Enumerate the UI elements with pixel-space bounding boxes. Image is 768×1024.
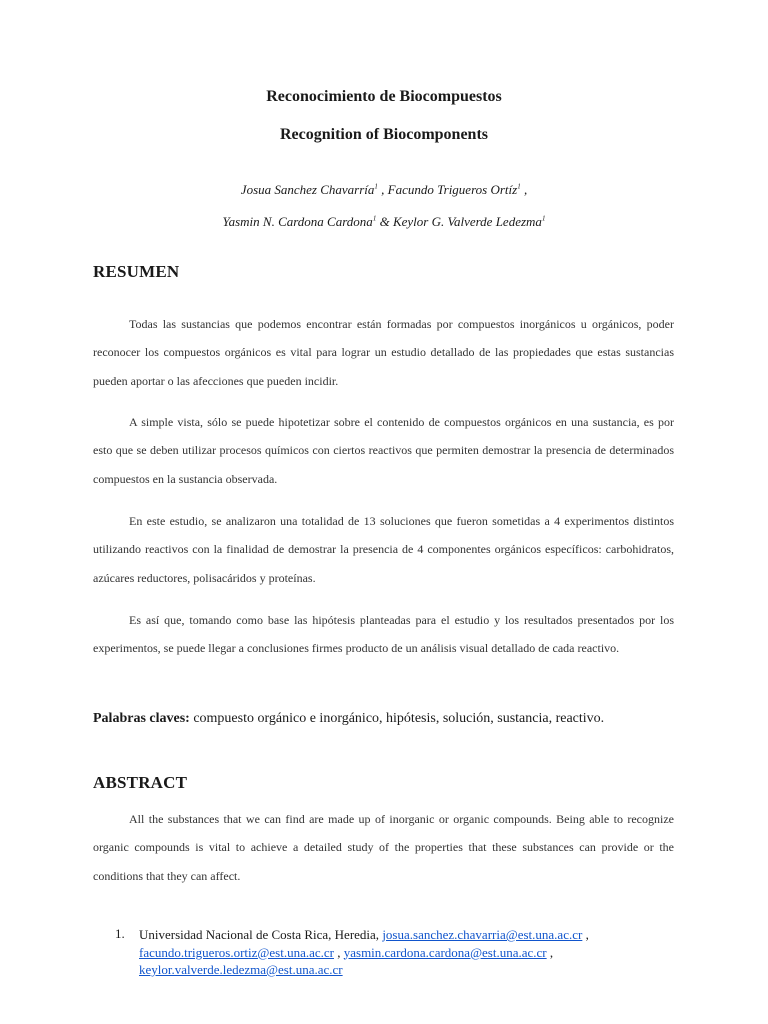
resumen-paragraph-2: A simple vista, sólo se puede hipotetizar sobre el contenido de compuestos orgánicos en una sustancia, es por esto que se deben utilizar procesos químicos con ciertos reactivos que permiten demostrar la presencia de determinados compuestos en la sustancia observada. [93,415,674,486]
author-name: Keylor G. Valverde Ledezma [392,214,542,229]
email-link[interactable]: yasmin.cardona.cardona@est.una.ac.cr [343,944,547,960]
abstract-heading: ABSTRACT [93,773,188,792]
affiliation-marker: 1 [372,214,377,223]
author-name: Facundo Trigueros Ortíz [387,182,518,197]
keywords-line [93,711,693,727]
affiliation-marker: 1 [541,214,546,223]
abstract-paragraph-1: All the substances that we can find are made up of inorganic or organic compounds. Being able to recognize organic compounds is vital to achieve a detailed study of the properties that these substances can provide or the conditions that they can affect. [93,812,674,883]
email-separator: , [546,944,554,960]
author-name: Josua Sanchez Chavarría [240,182,375,197]
keywords-text: compuesto orgánico e inorgánico, hipótesis, solución, sustancia, reactivo. [189,711,605,726]
footnote-affiliation [139,926,679,979]
author-separator: & [376,214,393,229]
email-separator: , [333,944,344,960]
keywords-label: Palabras claves: [93,711,190,726]
resumen-heading: RESUMEN [93,262,180,281]
authors-line-1 [0,182,768,198]
title-spanish: Reconocimiento de Biocompuestos [266,88,502,105]
footnote-number: 1. [115,926,125,941]
author-separator: , [377,182,388,197]
email-separator: , [582,927,589,942]
title-english: Recognition of Biocomponents [280,126,488,143]
author-separator: , [520,182,528,197]
resumen-paragraph-4: Es así que, tomando como base las hipótesis planteadas para el estudio y los resultados presentados por los experimentos, se puede llegar a conclusiones firmes producto de un análisis visual detallado de cada reactivo. [93,613,674,656]
affiliation-text: Universidad Nacional de Costa Rica, Heredia, [139,927,383,942]
resumen-paragraph-3: En este estudio, se analizaron una totalidad de 13 soluciones que fueron sometidas a 4 experimentos distintos utilizando reactivos con la finalidad de demostrar la presencia de 4 componentes orgánicos específicos: carbohidratos, azúcares reductores, polisacáridos y proteínas. [93,514,674,585]
affiliation-marker: 1 [517,182,521,191]
author-name: Yasmin N. Cardona Cardona [222,214,373,229]
email-link[interactable]: keylor.valverde.ledezma@est.una.ac.cr [139,962,343,977]
authors-line-2 [0,214,768,230]
resumen-paragraph-1: Todas las sustancias que podemos encontrar están formadas por compuestos inorgánicos u orgánicos, poder reconocer los compuestos orgánicos es vital para lograr un estudio detallado de las propiedades que estas sustancias pueden aportar o las afecciones que pueden incidir. [93,317,674,388]
email-link[interactable]: josua.sanchez.chavarria@est.una.ac.cr [382,927,583,942]
email-link[interactable]: facundo.trigueros.ortiz@est.una.ac.cr [139,944,334,960]
affiliation-marker: 1 [374,182,378,191]
